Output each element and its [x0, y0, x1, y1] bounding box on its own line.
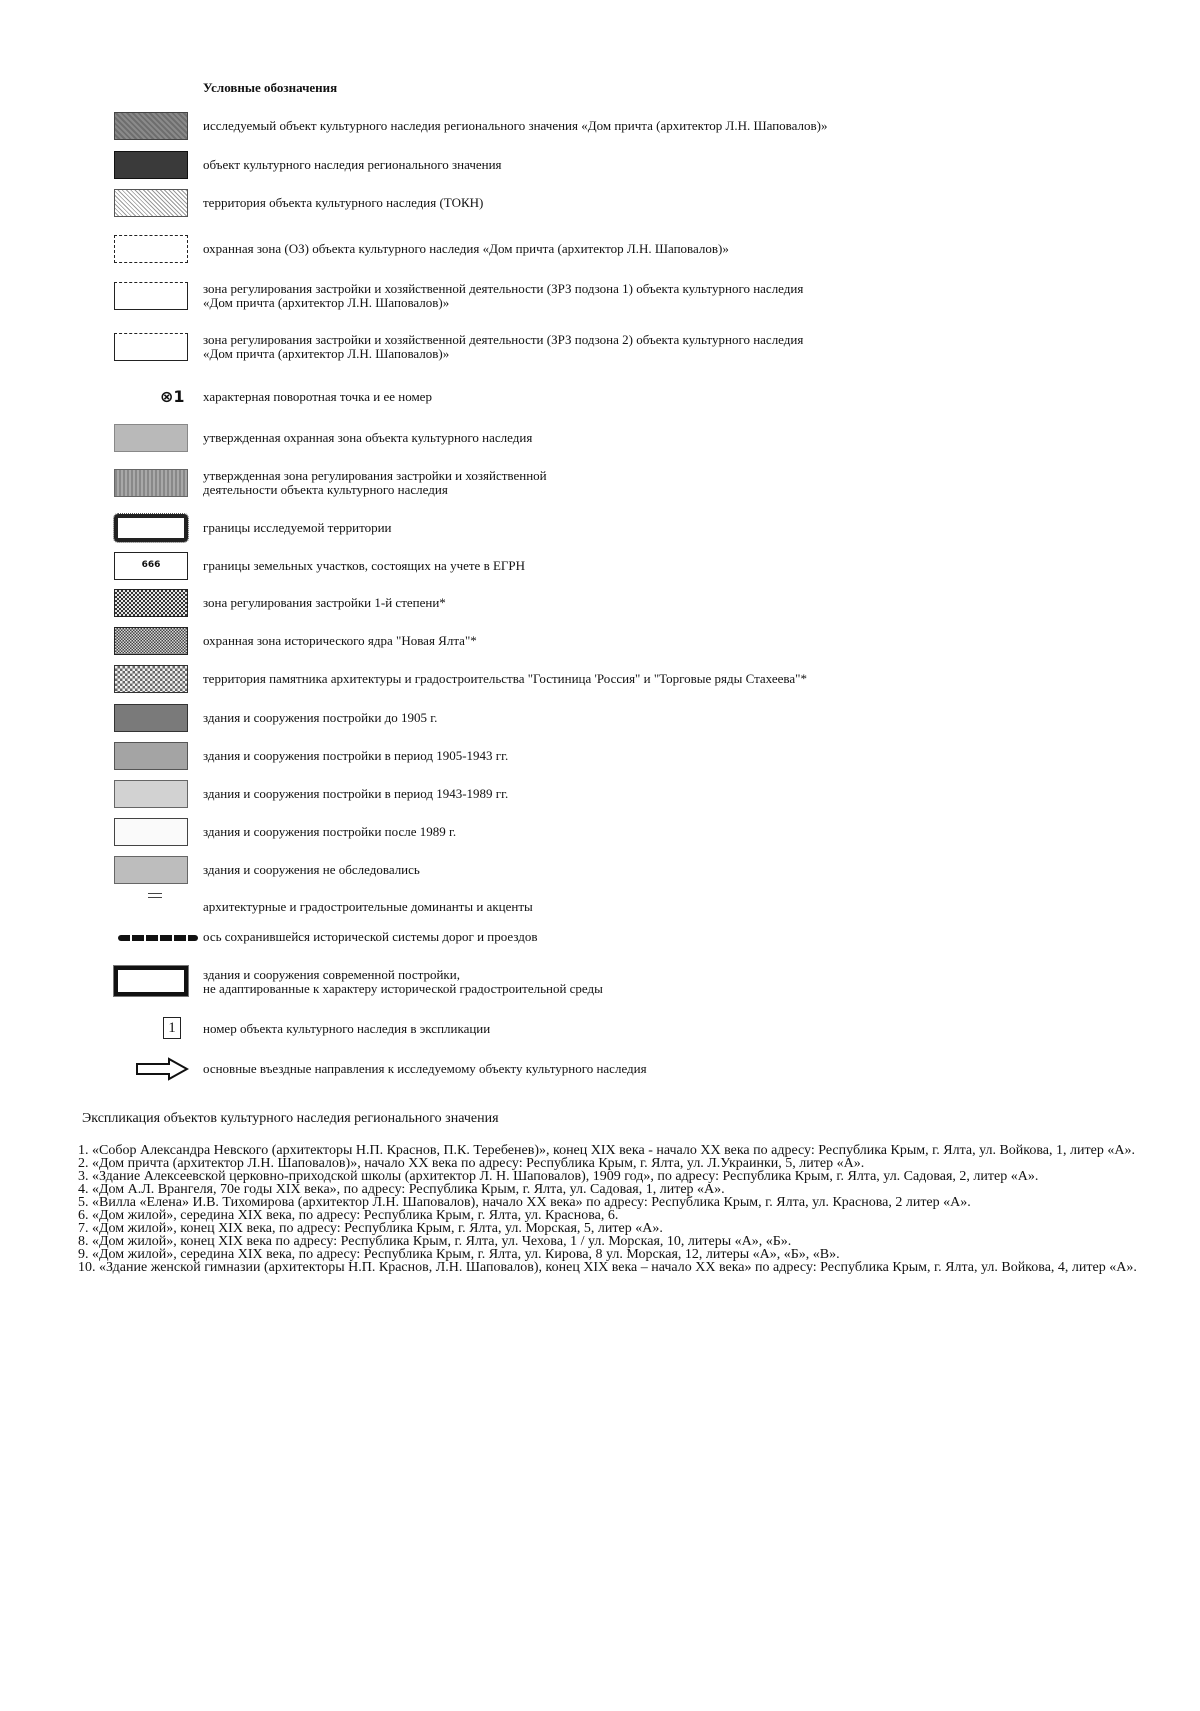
- object-number-icon: 1: [163, 1017, 181, 1039]
- hotel-russia-swatch: [114, 665, 188, 693]
- dominant-icon: [114, 893, 188, 899]
- explication-item: 3. «Здание Алексеевской церковно-приходской школы (архитектор Л. Н. Шаповалов), 1909 год», по адресу: Республика Крым, г. Ялта, ул. Садовая, 2, литер «А».: [78, 1169, 1039, 1184]
- zrz-grade1-swatch: [114, 589, 188, 617]
- road-axis-icon: [118, 935, 198, 941]
- approved-oz-swatch: [114, 424, 188, 452]
- legend-label: здания и сооружения постройки до 1905 г.: [203, 710, 438, 725]
- explication-item: 7. «Дом жилой», конец XIX века, по адресу: Республика Крым, г. Ялта, ул. Морская, 5, литер «А».: [78, 1221, 663, 1236]
- legend-label: охранная зона исторического ядра "Новая Ялта"*: [203, 633, 477, 648]
- zrz2-swatch: [114, 333, 188, 361]
- explication-item: 5. «Вилла «Елена» И.В. Тихомирова (архитектор Л.Н. Шаповалов), начало XX века» по адресу: Республика Крым, г. Ялта, ул. Краснова, 2 литер «А».: [78, 1195, 971, 1210]
- legend-label: здания и сооружения не обследовались: [203, 862, 420, 877]
- legend-label: зона регулирования застройки и хозяйственной деятельности (ЗРЗ подзона 2) объекта культурного наследия «Дом причта (архитектор Л.Н. Шаповалов)»: [203, 332, 804, 361]
- explication-item: 8. «Дом жилой», конец XIX века по адресу: Республика Крым, г. Ялта, ул. Чехова, 1 / ул. Морская, 10, литеры «А», «Б».: [78, 1234, 792, 1249]
- legend-label: утвержденная зона регулирования застройки и хозяйственной деятельности объекта культурного наследия: [203, 468, 547, 497]
- legend-label: основные въездные направления к исследуемому объекту культурного наследия: [203, 1061, 647, 1076]
- legend-label: здания и сооружения постройки в период 1943-1989 гг.: [203, 786, 509, 801]
- new-yalta-swatch: [114, 627, 188, 655]
- legend-label: территория памятника архитектуры и градостроительства "Гостиница 'Россия" и "Торговые ряды Стахеева"*: [203, 671, 807, 686]
- study-bounds-swatch: [114, 514, 188, 542]
- legend-label: ось сохранившейся исторической системы дорог и проездов: [203, 929, 538, 944]
- oz-swatch: [114, 235, 188, 263]
- explication-list: [78, 1144, 1178, 1274]
- legend-label: номер объекта культурного наследия в экспликации: [203, 1021, 491, 1036]
- turning-point-icon: ⊗1: [160, 387, 185, 406]
- zrz1-swatch: [114, 282, 188, 310]
- modern-buildings-swatch: [114, 966, 188, 996]
- legend-label: границы исследуемой территории: [203, 520, 392, 535]
- studied-object-swatch: [114, 112, 188, 140]
- period-1905-1943-swatch: [114, 742, 188, 770]
- legend-label: здания и сооружения постройки в период 1905-1943 гг.: [203, 748, 509, 763]
- not-surveyed-swatch: [114, 856, 188, 884]
- arrow-right-icon: [135, 1057, 189, 1081]
- legend-label: исследуемый объект культурного наследия регионального значения «Дом причта (архитектор Л.Н. Шаповалов)»: [203, 118, 828, 133]
- approved-zrz-swatch: [114, 469, 188, 497]
- parcel-swatch: 666: [114, 552, 188, 580]
- legend-title: Условные обозначения: [203, 80, 338, 95]
- tokn-swatch: [114, 189, 188, 217]
- legend-label: границы земельных участков, состоящих на учете в ЕГРН: [203, 558, 526, 573]
- explication-item: 2. «Дом причта (архитектор Л.Н. Шаповалов)», начало XX века по адресу: Республика Крым, г. Ялта, ул. Л.Украинки, 5, литер «А».: [78, 1156, 865, 1171]
- explication-item: 4. «Дом А.Л. Врангеля, 70е годы XIX века», по адресу: Республика Крым, г. Ялта, ул. Садовая, 1, литер «А».: [78, 1182, 725, 1197]
- explication-item: 6. «Дом жилой», середина XIX века, по адресу: Республика Крым, г. Ялта, ул. Краснова, 6.: [78, 1208, 619, 1223]
- explication-item: 10. «Здание женской гимназии (архитекторы Н.П. Краснов, Л.Н. Шаповалов), конец XIX века – начало XX века» по адресу: Республика Крым, г. Ялта, ул. Войкова, 4, литер «А».: [78, 1260, 1137, 1275]
- legend-label: здания и сооружения постройки после 1989 г.: [203, 824, 457, 839]
- legend-label: охранная зона (ОЗ) объекта культурного наследия «Дом причта (архитектор Л.Н. Шаповалов)»: [203, 241, 729, 256]
- legend-label: зона регулирования застройки и хозяйственной деятельности (ЗРЗ подзона 1) объекта культурного наследия «Дом причта (архитектор Л.Н. Шаповалов)»: [203, 281, 804, 310]
- legend-label: утвержденная охранная зона объекта культурного наследия: [203, 430, 533, 445]
- explication-title: Экспликация объектов культурного наследия регионального значения: [82, 1111, 499, 1126]
- regional-object-swatch: [114, 151, 188, 179]
- explication-item: 1. «Собор Александра Невского (архитекторы Н.П. Краснов, П.К. Теребенев)», конец XIX века - начало XX века по адресу: Республика Крым, г. Ялта, ул. Войкова, 1, литер «А».: [78, 1143, 1135, 1158]
- after-1989-swatch: [114, 818, 188, 846]
- explication-item: 9. «Дом жилой», середина XIX века, по адресу: Республика Крым, г. Ялта, ул. Кирова, 8 ул. Морская, 12, литеры «А», «Б», «В».: [78, 1247, 840, 1262]
- legend-label: здания и сооружения современной постройки, не адаптированные к характеру исторической градостроительной среды: [203, 967, 603, 996]
- period-1943-1989-swatch: [114, 780, 188, 808]
- legend-label: территория объекта культурного наследия (ТОКН): [203, 195, 484, 210]
- legend-label: характерная поворотная точка и ее номер: [203, 389, 432, 404]
- legend-label: объект культурного наследия регионального значения: [203, 157, 502, 172]
- legend-label: архитектурные и градостроительные доминанты и акценты: [203, 899, 533, 914]
- before-1905-swatch: [114, 704, 188, 732]
- legend-label: зона регулирования застройки 1-й степени*: [203, 595, 446, 610]
